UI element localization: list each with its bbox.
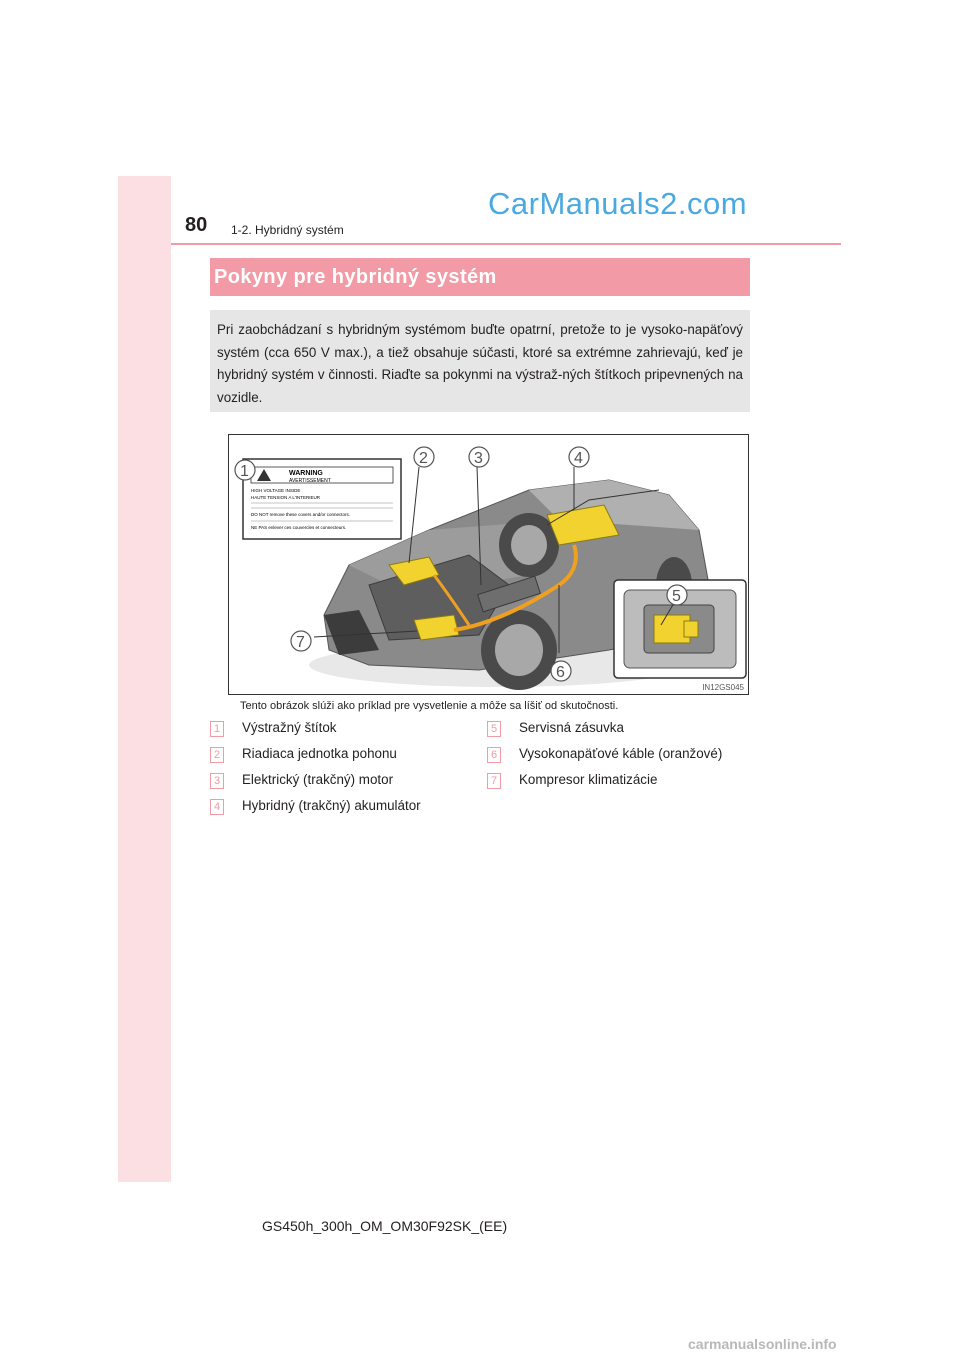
figure-caption: Tento obrázok slúži ako príklad pre vysvetlenie a môže sa líšiť od skutočnosti.: [240, 700, 619, 712]
legend-label: Riadiaca jednotka pohonu: [242, 746, 397, 761]
figure-code: IN12GS045: [702, 683, 744, 692]
callout-7: 7: [296, 634, 305, 651]
legend-label: Kompresor klimatizácie: [519, 772, 658, 787]
callout-1: 1: [240, 463, 249, 480]
legend-label: Elektrický (trakčný) motor: [242, 772, 394, 787]
header-rule: [171, 243, 841, 245]
legend-label: Servisná zásuvka: [519, 720, 624, 735]
label-ne-pas: NE PAS enlever ces couvercles et connecteurs.: [251, 525, 347, 530]
label-warning: WARNING: [289, 470, 323, 477]
legend-number: 6: [487, 747, 501, 763]
intro-box: [210, 310, 750, 412]
callout-6: 6: [556, 664, 565, 681]
legend-label: Hybridný (trakčný) akumulátor: [242, 798, 421, 813]
page-title: Pokyny pre hybridný systém: [214, 266, 497, 288]
legend-number: 7: [487, 773, 501, 789]
callout-2: 2: [419, 450, 428, 467]
section-heading: 1-2. Hybridný systém: [231, 223, 344, 237]
page-number: 80: [185, 214, 208, 236]
watermark-bottom: carmanualsonline.info: [688, 1336, 837, 1352]
legend-label: Výstražný štítok: [242, 720, 337, 735]
footer-document-code: GS450h_300h_OM_OM30F92SK_(EE): [262, 1218, 508, 1234]
legend-label: Vysokonapäťové káble (oranžové): [519, 746, 723, 761]
callout-3: 3: [474, 450, 483, 467]
intro-text: Pri zaobchádzaní s hybridným systémom buďte opatrní, pretože to je vysoko-napäťový systém (cca 650 V max.), a tiež obsahuje súčasti, ktoré sa extrémne zahrievajú, keď je hybridný systém v činnosti. Riaďte sa pokynmi na výstraž-ných štítkoch pripevnených na vozidle.: [217, 322, 743, 405]
title-bar: [210, 258, 750, 296]
legend-number: 4: [210, 799, 224, 815]
side-tab-bar: [118, 176, 171, 1182]
callout-4: 4: [574, 450, 583, 467]
legend-number: 1: [210, 721, 224, 737]
legend-number: 2: [210, 747, 224, 763]
label-avertissement: AVERTISSEMENT: [289, 478, 331, 484]
legend-number: 3: [210, 773, 224, 789]
label-haute-tension: HAUTE TENSION A L'INTERIEUR: [251, 495, 321, 500]
hybrid-system-figure: [228, 434, 749, 695]
legend-number: 5: [487, 721, 501, 737]
label-do-not: DO NOT remove these covers and/or connectors.: [251, 512, 350, 517]
watermark-top: CarManuals2.com: [488, 186, 748, 221]
callout-5: 5: [672, 588, 681, 605]
label-high-voltage: HIGH VOLTAGE INSIDE: [251, 488, 301, 493]
car-illustration: [229, 435, 749, 695]
